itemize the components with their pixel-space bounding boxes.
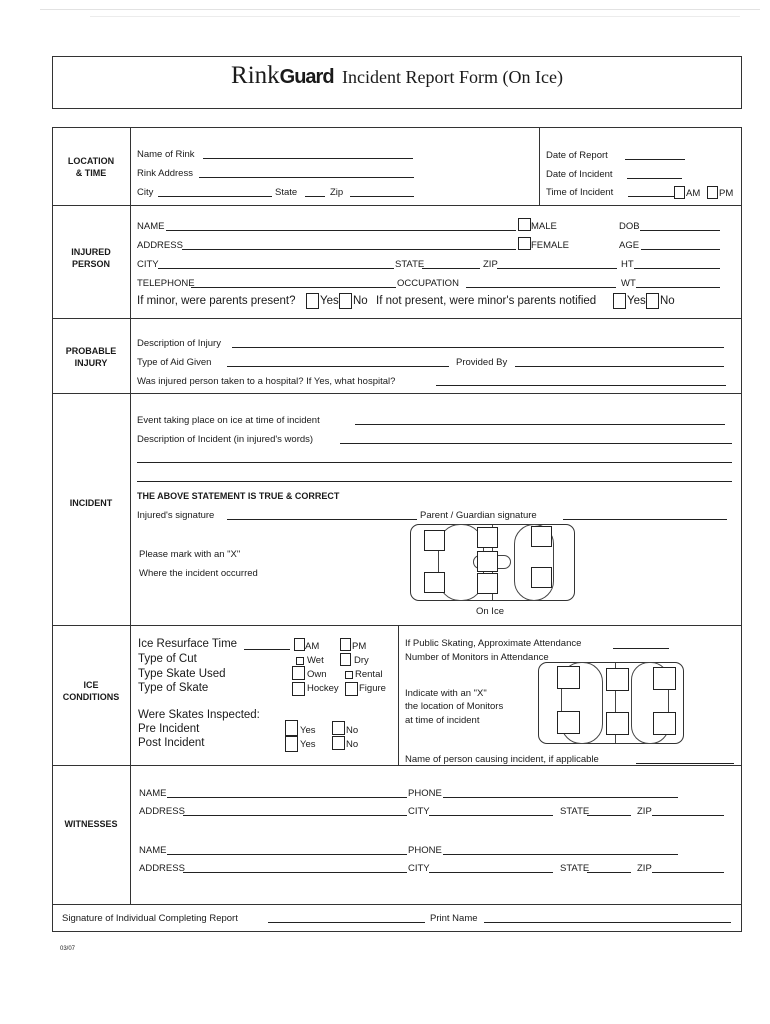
- state-label: State: [275, 187, 298, 198]
- rental-skate-label: Rental: [355, 669, 383, 680]
- pre-incident-yes-label: Yes: [300, 725, 316, 736]
- resurface-time-field[interactable]: [244, 649, 290, 650]
- am-checkbox[interactable]: [674, 186, 685, 199]
- zip-label: Zip: [330, 187, 344, 198]
- monitor-zone-top-right[interactable]: [653, 667, 676, 690]
- post-incident-no-label: No: [346, 739, 359, 750]
- witness-2-address-field[interactable]: [183, 872, 407, 873]
- hospital-question-label: Was injured person taken to a hospital? If Yes, what hospital?: [137, 376, 396, 387]
- on-ice-caption: On Ice: [476, 606, 504, 617]
- zip-field[interactable]: [350, 196, 414, 197]
- wt-field[interactable]: [636, 287, 720, 288]
- wet-label: Wet: [307, 655, 324, 666]
- brand-guard: Guard: [279, 66, 334, 88]
- pre-incident-no-checkbox[interactable]: [332, 721, 345, 735]
- dob-label: DOB: [619, 221, 640, 232]
- monitors-label: Number of Monitors in Attendance: [405, 652, 549, 663]
- wt-label: WT: [621, 278, 636, 289]
- hockey-checkbox[interactable]: [292, 682, 305, 696]
- section-probable-injury: PROBABLE INJURY: [65, 346, 117, 368]
- city-field[interactable]: [158, 196, 272, 197]
- post-incident-label: Post Incident: [138, 737, 205, 749]
- injured-city-field[interactable]: [158, 268, 394, 269]
- incident-description-field[interactable]: [340, 443, 732, 444]
- skate-used-label: Type Skate Used: [138, 668, 226, 680]
- incident-zone-top-left[interactable]: [424, 530, 445, 551]
- injured-address-label: ADDRESS: [137, 240, 183, 251]
- time-of-incident-label: Time of Incident: [546, 187, 614, 198]
- incident-description-line-2[interactable]: [137, 462, 732, 463]
- pre-incident-label: Pre Incident: [138, 723, 200, 735]
- date-of-report-field[interactable]: [625, 159, 685, 160]
- event-on-ice-field[interactable]: [355, 424, 725, 425]
- parents-notified-yes-checkbox[interactable]: [613, 293, 626, 309]
- incident-zone-center[interactable]: [477, 551, 498, 572]
- injured-city-label: CITY: [137, 259, 159, 270]
- name-of-rink-field[interactable]: [203, 158, 413, 159]
- description-of-injury-label: Description of Injury: [137, 338, 221, 349]
- injured-name-field[interactable]: [166, 230, 516, 231]
- witness-1-name-label: NAME: [139, 788, 167, 799]
- time-of-incident-field[interactable]: [628, 196, 674, 197]
- indicate-instruction-1: Indicate with an "X": [405, 688, 487, 699]
- signature-label: Signature of Individual Completing Report: [62, 913, 238, 924]
- resurface-time-label: Ice Resurface Time: [138, 638, 238, 650]
- witness-2-city-field[interactable]: [429, 872, 553, 873]
- date-of-report-label: Date of Report: [546, 150, 608, 161]
- public-skating-field[interactable]: [613, 648, 669, 649]
- post-incident-yes-checkbox[interactable]: [285, 736, 298, 752]
- incident-zone-top-center[interactable]: [477, 527, 498, 548]
- post-incident-no-checkbox[interactable]: [332, 736, 345, 750]
- resurface-pm-label: PM: [352, 641, 367, 652]
- print-name-label: Print Name: [430, 913, 478, 924]
- post-incident-yes-label: Yes: [300, 739, 316, 750]
- person-causing-label: Name of person causing incident, if applicable: [405, 754, 599, 765]
- witness-2-address-label: ADDRESS: [139, 863, 185, 874]
- name-of-rink-label: Name of Rink: [137, 149, 195, 160]
- witness-1-zip-field[interactable]: [652, 815, 724, 816]
- date-of-incident-label: Date of Incident: [546, 169, 613, 180]
- dry-label: Dry: [354, 655, 369, 666]
- injured-name-label: NAME: [137, 221, 165, 232]
- occupation-field[interactable]: [466, 287, 616, 288]
- indicate-instruction-2: the location of Monitors: [405, 701, 504, 712]
- injured-zip-field[interactable]: [497, 268, 617, 269]
- pm-label: PM: [719, 188, 734, 199]
- own-skate-checkbox[interactable]: [292, 666, 305, 680]
- witness-2-state-label: STATE: [560, 863, 590, 874]
- witness-1-zip-label: ZIP: [637, 806, 652, 817]
- title-text: Incident Report Form (On Ice): [342, 67, 563, 87]
- witness-2-name-label: NAME: [139, 845, 167, 856]
- incident-description-line-3[interactable]: [137, 481, 732, 482]
- parents-notified-yes-label: Yes: [627, 295, 646, 307]
- ht-field[interactable]: [634, 268, 720, 269]
- monitor-zone-bottom-right[interactable]: [653, 712, 676, 735]
- witness-1-state-label: STATE: [560, 806, 590, 817]
- type-of-skate-label: Type of Skate: [138, 682, 209, 694]
- figure-checkbox[interactable]: [345, 682, 358, 696]
- provided-by-field[interactable]: [515, 366, 724, 367]
- injured-zip-label: ZIP: [483, 259, 498, 270]
- description-of-injury-field[interactable]: [232, 347, 724, 348]
- witness-2-city-label: CITY: [408, 863, 430, 874]
- dry-checkbox[interactable]: [340, 653, 351, 666]
- witness-1-state-field[interactable]: [587, 815, 631, 816]
- witness-2-phone-field[interactable]: [443, 854, 678, 855]
- mark-instruction-2: Where the incident occurred: [139, 568, 258, 579]
- incident-zone-bottom-right[interactable]: [531, 567, 552, 588]
- type-of-aid-field[interactable]: [227, 366, 449, 367]
- parents-notified-no-label: No: [660, 295, 675, 307]
- witness-1-city-field[interactable]: [429, 815, 553, 816]
- minor-present-question: If minor, were parents present?: [137, 295, 296, 307]
- parents-present-no-checkbox[interactable]: [339, 293, 352, 309]
- hockey-label: Hockey: [307, 683, 339, 694]
- event-on-ice-label: Event taking place on ice at time of incident: [137, 415, 320, 426]
- witness-1-address-label: ADDRESS: [139, 806, 185, 817]
- witness-2-zip-field[interactable]: [652, 872, 724, 873]
- indicate-instruction-3: at time of incident: [405, 715, 480, 726]
- injured-address-field[interactable]: [182, 249, 516, 250]
- monitor-zone-bottom-left[interactable]: [557, 711, 580, 734]
- brand-rink: Rink: [231, 62, 280, 89]
- male-label: MALE: [531, 221, 557, 232]
- resurface-am-checkbox[interactable]: [294, 638, 305, 651]
- rink-address-label: Rink Address: [137, 168, 193, 179]
- section-ice-conditions: ICE CONDITIONS: [62, 680, 120, 702]
- section-location: LOCATION & TIME: [67, 156, 115, 178]
- statement-heading: THE ABOVE STATEMENT IS TRUE & CORRECT: [137, 491, 340, 501]
- female-checkbox[interactable]: [518, 237, 531, 250]
- incident-zone-bottom-center[interactable]: [477, 573, 498, 594]
- incident-zone-bottom-left[interactable]: [424, 572, 445, 593]
- age-field[interactable]: [641, 249, 720, 250]
- signature-field[interactable]: [268, 922, 425, 923]
- provided-by-label: Provided By: [456, 357, 508, 368]
- parents-present-yes-checkbox[interactable]: [306, 293, 319, 309]
- parents-notified-question: If not present, were minor's parents notified: [376, 295, 597, 307]
- form-code: 03/07: [60, 946, 76, 952]
- own-skate-label: Own: [307, 669, 327, 680]
- rental-skate-checkbox[interactable]: [345, 671, 353, 679]
- resurface-pm-checkbox[interactable]: [340, 638, 351, 651]
- witness-1-phone-field[interactable]: [443, 797, 678, 798]
- form-title: [52, 62, 742, 90]
- occupation-label: OCCUPATION: [397, 278, 459, 289]
- print-name-field[interactable]: [484, 922, 731, 923]
- parent-signature-field[interactable]: [563, 519, 727, 520]
- date-of-incident-field[interactable]: [627, 178, 682, 179]
- witness-1-phone-label: PHONE: [408, 788, 442, 799]
- male-checkbox[interactable]: [518, 218, 531, 231]
- hospital-field[interactable]: [436, 385, 726, 386]
- injured-state-label: STATE: [395, 259, 425, 270]
- state-field[interactable]: [305, 196, 325, 197]
- injured-state-field[interactable]: [422, 268, 480, 269]
- person-causing-field[interactable]: [636, 763, 734, 764]
- witness-1-address-field[interactable]: [183, 815, 407, 816]
- witness-2-zip-label: ZIP: [637, 863, 652, 874]
- monitor-zone-top-left[interactable]: [557, 666, 580, 689]
- mark-instruction-1: Please mark with an "X": [139, 549, 241, 560]
- witness-1-city-label: CITY: [408, 806, 430, 817]
- type-of-cut-label: Type of Cut: [138, 653, 197, 665]
- type-of-aid-label: Type of Aid Given: [137, 357, 212, 368]
- dob-field[interactable]: [640, 230, 720, 231]
- parents-present-yes-label: Yes: [320, 295, 339, 307]
- incident-zone-top-right[interactable]: [531, 526, 552, 547]
- witness-2-name-field[interactable]: [167, 854, 407, 855]
- section-injured-person: INJURED PERSON: [71, 247, 111, 269]
- parents-notified-no-checkbox[interactable]: [646, 293, 659, 309]
- pre-incident-yes-checkbox[interactable]: [285, 720, 298, 736]
- pre-incident-no-label: No: [346, 725, 359, 736]
- figure-label: Figure: [359, 683, 386, 694]
- wet-checkbox[interactable]: [296, 657, 304, 665]
- parent-signature-label: Parent / Guardian signature: [420, 510, 537, 521]
- resurface-am-label: AM: [305, 641, 320, 652]
- city-label: City: [137, 187, 154, 198]
- witness-2-phone-label: PHONE: [408, 845, 442, 856]
- pm-checkbox[interactable]: [707, 186, 718, 199]
- parents-present-no-label: No: [353, 295, 368, 307]
- skates-inspected-label: Were Skates Inspected:: [138, 709, 260, 721]
- witness-2-state-field[interactable]: [587, 872, 631, 873]
- am-label: AM: [686, 188, 701, 199]
- female-label: FEMALE: [531, 240, 570, 251]
- injured-signature-field[interactable]: [227, 519, 417, 520]
- section-incident: INCIDENT: [69, 498, 113, 508]
- rink-address-field[interactable]: [199, 177, 414, 178]
- incident-description-label: Description of Incident (in injured's words): [137, 434, 314, 445]
- monitor-zone-bottom-center[interactable]: [606, 712, 629, 735]
- age-label: AGE: [619, 240, 640, 251]
- telephone-field[interactable]: [191, 287, 396, 288]
- ht-label: HT: [621, 259, 634, 270]
- telephone-label: TELEPHONE: [137, 278, 195, 289]
- witness-1-name-field[interactable]: [167, 797, 407, 798]
- public-skating-label: If Public Skating, Approximate Attendance: [405, 638, 582, 649]
- injured-signature-label: Injured's signature: [137, 510, 215, 521]
- section-witnesses: WITNESSES: [64, 819, 118, 829]
- monitor-zone-top-center[interactable]: [606, 668, 629, 691]
